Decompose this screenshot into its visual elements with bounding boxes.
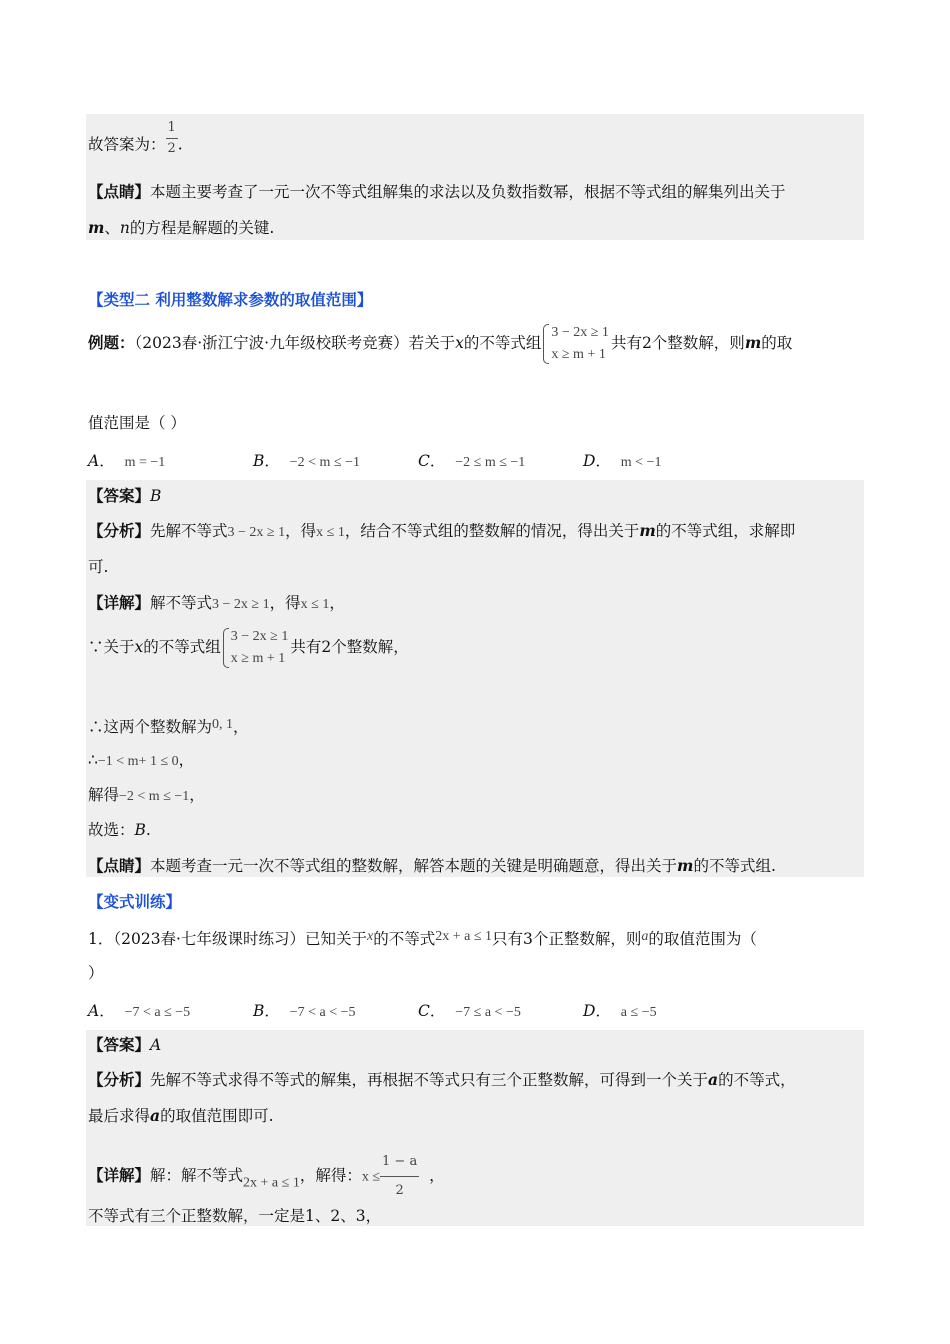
answer-line: 故答案为： $\frac{1}{2}$ . <box>88 132 183 159</box>
fenxi-2-line-2: 最后求得a的取值范围即可. <box>88 1106 274 1125</box>
dianjing-line-1: 【点睛】本题主要考查了一元一次不等式组解集的求法以及负数指数幂，根据不等式组的解集列出关于 <box>88 182 786 201</box>
fenxi-2-line-1: 【分析】先解不等式求得不等式的解集，再根据不等式只有三个正整数解，可得到一个关于a的不等式， <box>88 1070 796 1089</box>
answer-1: 【答案】B <box>88 486 162 505</box>
final-line: 不等式有三个正整数解，一定是1、2、3， <box>88 1207 382 1225</box>
question-1-line-1: 1．（2023春·七年级课时练习）已知关于x的不等式2x + a ≤ 1只有3个正整数解，则a的取值范围为（ <box>88 929 757 948</box>
therefore-line-1: ∴这两个整数解为0, 1， <box>88 717 249 736</box>
solution-fraction: $\frac{1 - a}{2}$ <box>380 1148 419 1205</box>
variant-option-a[interactable]: A． −7 < a ≤ −5 <box>88 1002 191 1020</box>
example-option-a[interactable]: A． m = −1 <box>88 452 166 470</box>
fenxi-1-line-1: 【分析】先解不等式3 − 2x ≥ 1，得x ≤ 1，结合不等式组的整数解的情况，得出关于m的不等式组，求解即 <box>88 521 796 540</box>
fenxi-1-line-2: 可. <box>88 558 109 576</box>
type2-heading: 【类型二 利用整数解求参数的取值范围】 <box>88 290 373 309</box>
example-option-b[interactable]: B． −2 < m ≤ −1 <box>253 452 361 470</box>
because-line: ∵关于x的不等式组 3 − 2x ≥ 1 x ≥ m + 1 共有2个整数解， <box>88 626 409 670</box>
answer-fraction: $\frac{1}{2}$ <box>166 118 178 159</box>
variant-option-c[interactable]: C． −7 ≤ a < −5 <box>418 1002 521 1020</box>
inequality-system: 3 − 2x ≥ 1 x ≥ m + 1 <box>543 322 609 366</box>
example-option-d[interactable]: D． m < −1 <box>583 452 662 470</box>
therefore-line-2: ∴−1 < m+ 1 ≤ 0， <box>88 751 195 769</box>
guxuan-line: 故选：B. <box>88 821 151 839</box>
dianjing-1: 【点睛】本题考查一元一次不等式组的整数解，解答本题的关键是明确题意，得出关于m的不等式组. <box>88 856 776 875</box>
example-option-c[interactable]: C． −2 ≤ m ≤ −1 <box>418 452 526 470</box>
variant-heading: 【变式训练】 <box>88 892 182 911</box>
xiangjie-2: 【详解】解：解不等式2x + a ≤ 1，解得：x ≤ $\frac{1 - a}{2}$ ， <box>88 1148 445 1205</box>
question-1-line-2: ） <box>88 964 104 982</box>
xiangjie-1: 【详解】解不等式3 − 2x ≥ 1，得x ≤ 1， <box>88 593 345 612</box>
answer-2: 【答案】A <box>88 1035 162 1054</box>
variant-option-d[interactable]: D． a ≤ −5 <box>583 1002 657 1020</box>
dianjing-line-2: m、n的方程是解题的关键. <box>88 218 275 237</box>
example-cont: 值范围是（ ） <box>88 414 186 432</box>
variant-option-b[interactable]: B． −7 < a < −5 <box>253 1002 356 1020</box>
inequality-system-2: 3 − 2x ≥ 1 x ≥ m + 1 <box>223 626 289 670</box>
example-line: 例题：（2023春·浙江宁波·九年级校联考竞赛）若关于x的不等式组 3 − 2x ≥ 1 x ≥ m + 1 共有2个整数解，则m的取 <box>88 322 792 366</box>
jiede-line: 解得−2 < m ≤ −1， <box>88 786 205 804</box>
